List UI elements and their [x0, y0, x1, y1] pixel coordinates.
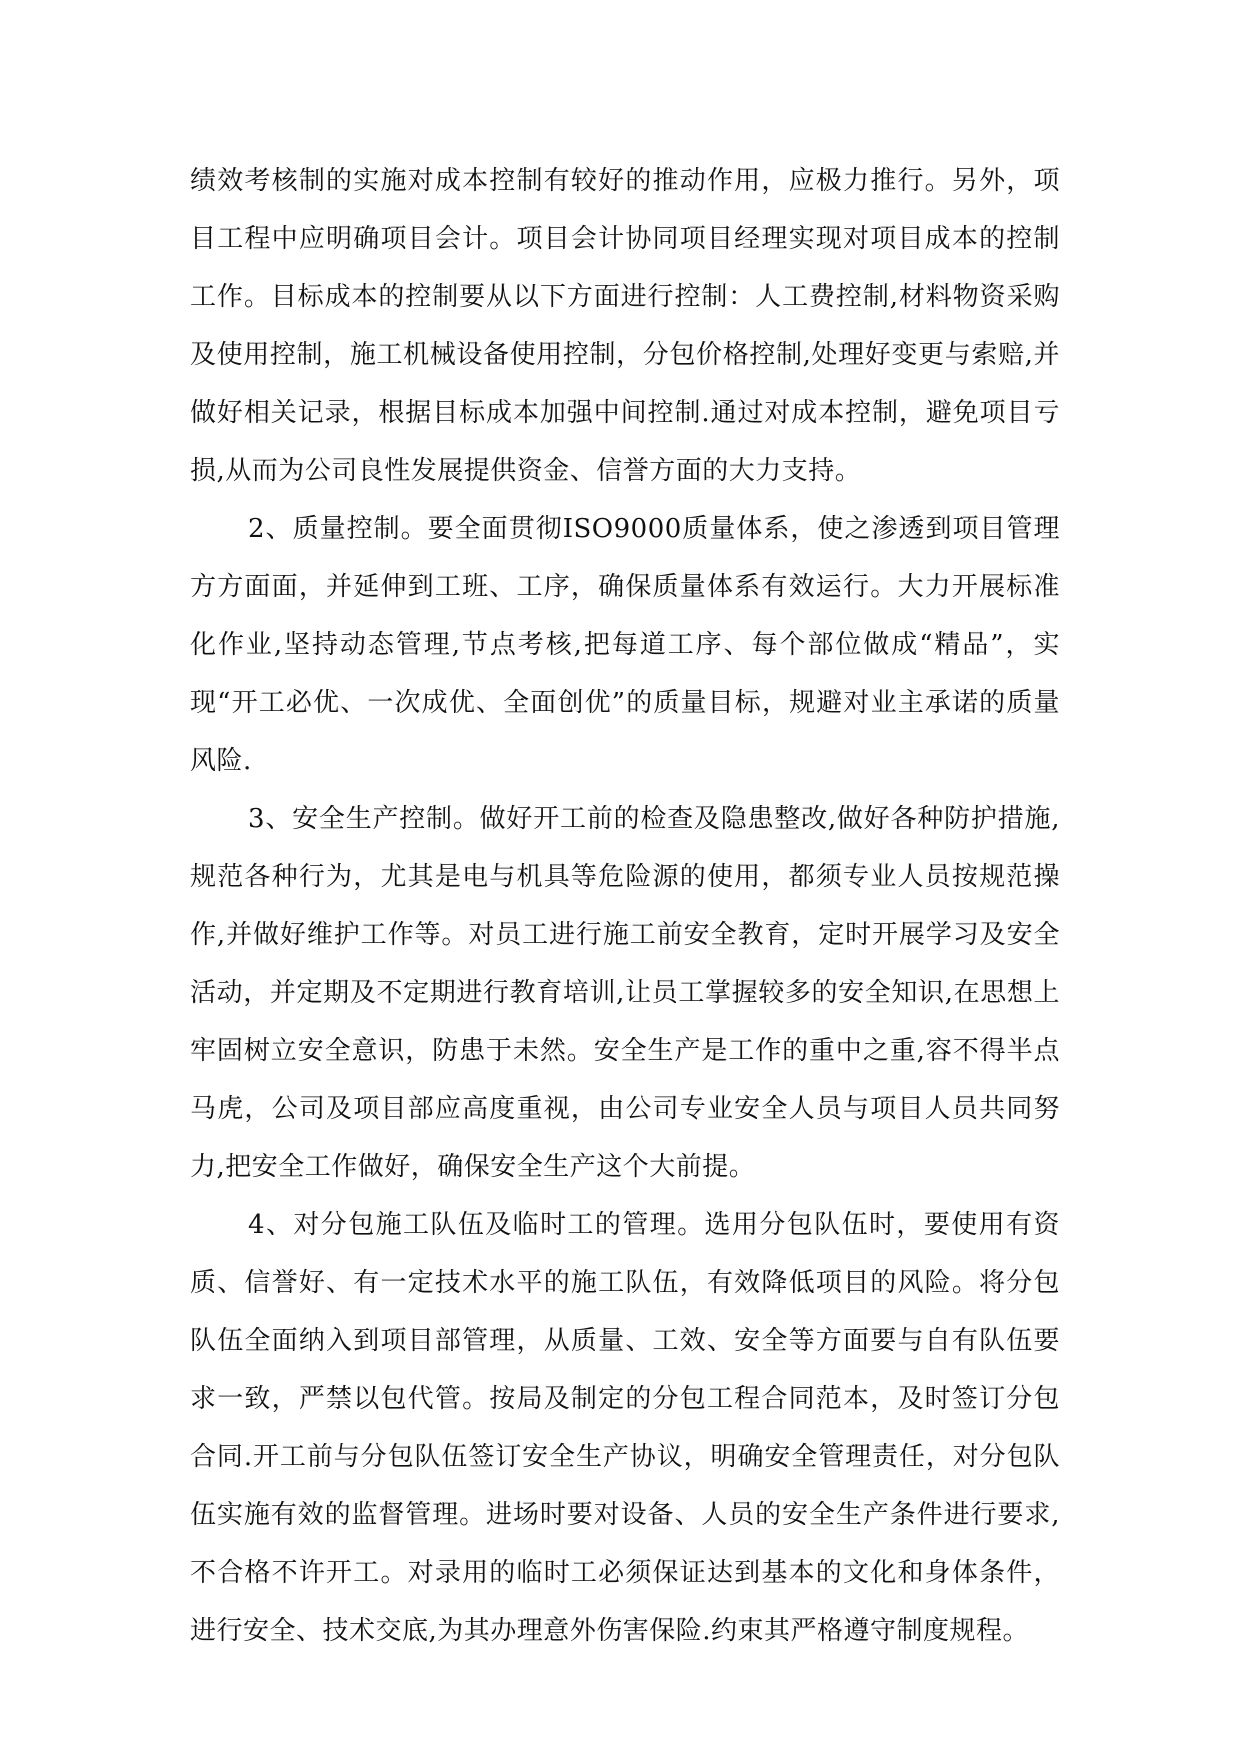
document-body: [190, 152, 1060, 1660]
paragraph-safety-control: 3、安全生产控制。做好开工前的检查及隐患整改,做好各种防护措施,规范各种行为，尤其是电与机具等危险源的使用，都须专业人员按规范操作,并做好维护工作等。对员工进行施工前安全教育，定时开展学习及安全活动，并定期及不定期进行教育培训,让员工掌握较多的安全知识,在思想上牢固树立安全意识，防患于未然。安全生产是工作的重中之重,容不得半点马虎，公司及项目部应高度重视，由公司专业安全人员与项目人员共同努力,把安全工作做好，确保安全生产这个大前提。: [190, 804, 1060, 1182]
paragraph-subcontractor-management: 4、对分包施工队伍及临时工的管理。选用分包队伍时，要使用有资质、信誉好、有一定技术水平的施工队伍，有效降低项目的风险。将分包队伍全面纳入到项目部管理，从质量、工效、安全等方面要与自有队伍要求一致，严禁以包代管。按局及制定的分包工程合同范本，及时签订分包合同.开工前与分包队伍签订安全生产协议，明确安全管理责任，对分包队伍实施有效的监督管理。进场时要对设备、人员的安全生产条件进行要求,不合格不许开工。对录用的临时工必须保证达到基本的文化和身体条件，进行安全、技术交底,为其办理意外伤害保险.约束其严格遵守制度规程。: [190, 1210, 1060, 1646]
paragraph-cost-control: 绩效考核制的实施对成本控制有较好的推动作用，应极力推行。另外，项目工程中应明确项目会计。项目会计协同项目经理实现对项目成本的控制工作。目标成本的控制要从以下方面进行控制：人工费控制,材料物资采购及使用控制，施工机械设备使用控制，分包价格控制,处理好变更与索赔,并做好相关记录，根据目标成本加强中间控制.通过对成本控制，避免项目亏损,从而为公司良性发展提供资金、信誉方面的大力支持。: [190, 166, 1060, 486]
paragraph-quality-control: 2、质量控制。要全面贯彻ISO9000质量体系，使之渗透到项目管理方方面面，并延伸到工班、工序，确保质量体系有效运行。大力开展标准化作业,坚持动态管理,节点考核,把每道工序、每个部位做成“精品”，实现“开工必优、一次成优、全面创优”的质量目标，规避对业主承诺的质量风险.: [190, 514, 1060, 776]
